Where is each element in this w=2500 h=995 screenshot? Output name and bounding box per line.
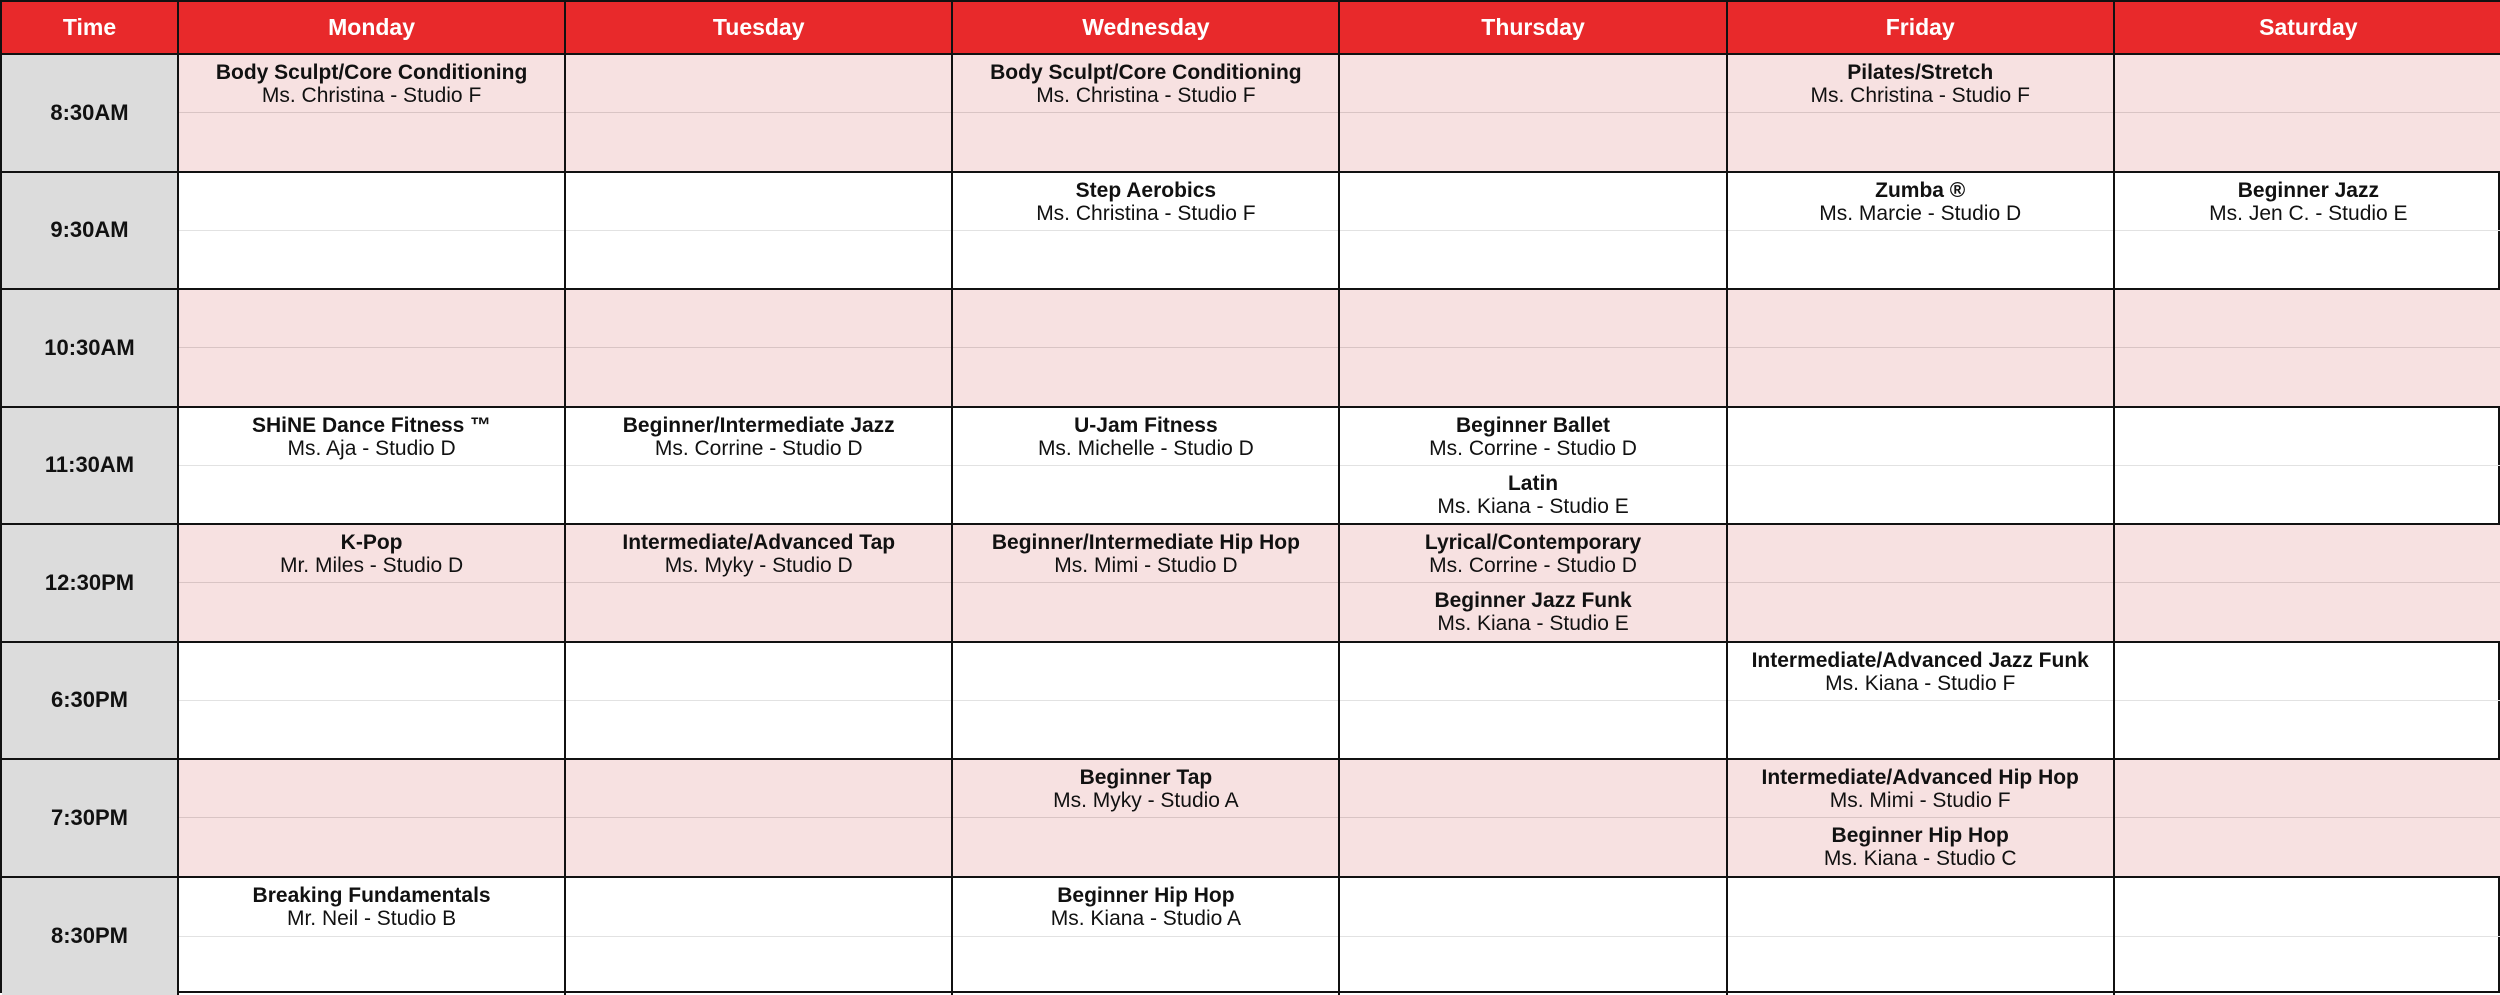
schedule-cell-tuesday	[566, 173, 953, 291]
schedule-cell-friday	[1728, 408, 2115, 526]
half-hour-slot	[566, 408, 951, 465]
schedule-cell-tuesday	[566, 290, 953, 408]
half-hour-slot	[953, 700, 1338, 758]
half-hour-slot	[179, 760, 564, 817]
half-hour-slot	[1340, 408, 1725, 465]
time-slot-label: 8:30AM	[2, 55, 179, 173]
class-instructor-studio: Ms. Mimi - Studio D	[953, 554, 1338, 577]
class-name: Pilates/Stretch	[1728, 61, 2113, 84]
half-hour-slot	[953, 290, 1338, 347]
class-instructor-studio: Ms. Marcie - Studio D	[1728, 202, 2113, 225]
class-name: Step Aerobics	[953, 179, 1338, 202]
time-slot-label: 9:30AM	[2, 173, 179, 291]
class-name: Body Sculpt/Core Conditioning	[953, 61, 1338, 84]
half-hour-slot	[1728, 760, 2113, 817]
schedule-cell-wednesday	[953, 643, 1340, 761]
half-hour-slot	[953, 817, 1338, 875]
class-instructor-studio: Ms. Mimi - Studio F	[1728, 789, 2113, 812]
class-instructor-studio: Mr. Neil - Studio B	[179, 907, 564, 930]
half-hour-slot	[1728, 582, 2113, 640]
half-hour-slot	[566, 465, 951, 523]
half-hour-slot	[179, 878, 564, 936]
class-name: Intermediate/Advanced Jazz Funk	[1728, 649, 2113, 672]
half-hour-slot	[179, 230, 564, 288]
schedule-cell-saturday	[2115, 55, 2500, 173]
schedule-cell-thursday	[1340, 760, 1727, 878]
schedule-cell-tuesday	[566, 55, 953, 173]
schedule-cell-thursday	[1340, 878, 1727, 995]
half-hour-slot	[2115, 465, 2500, 523]
half-hour-slot	[953, 582, 1338, 640]
time-slot-label: 12:30PM	[2, 525, 179, 643]
class-instructor-studio: Ms. Kiana - Studio F	[1728, 672, 2113, 695]
schedule-cell-thursday	[1340, 643, 1727, 761]
half-hour-slot	[2115, 525, 2500, 582]
schedule-cell-friday	[1728, 643, 2115, 761]
header-day-monday: Monday	[179, 2, 566, 55]
class-instructor-studio: Ms. Myky - Studio A	[953, 789, 1338, 812]
class-name: K-Pop	[179, 531, 564, 554]
half-hour-slot	[179, 936, 564, 995]
schedule-cell-thursday	[1340, 290, 1727, 408]
schedule-cell-friday	[1728, 55, 2115, 173]
half-hour-slot	[2115, 936, 2500, 995]
half-hour-slot	[566, 936, 951, 995]
class-instructor-studio: Ms. Kiana - Studio E	[1340, 612, 1725, 635]
class-name: Beginner Hip Hop	[953, 884, 1338, 907]
half-hour-slot	[2115, 700, 2500, 758]
class-name: Zumba ®	[1728, 179, 2113, 202]
half-hour-slot	[566, 290, 951, 347]
class-name: Beginner Jazz	[2115, 179, 2500, 202]
class-name: Beginner Tap	[953, 766, 1338, 789]
schedule-cell-friday	[1728, 173, 2115, 291]
half-hour-slot	[953, 936, 1338, 995]
half-hour-slot	[566, 525, 951, 582]
half-hour-slot	[2115, 173, 2500, 230]
half-hour-slot	[179, 347, 564, 405]
schedule-cell-wednesday	[953, 878, 1340, 995]
class-instructor-studio: Ms. Christina - Studio F	[1728, 84, 2113, 107]
half-hour-slot	[1340, 112, 1725, 170]
half-hour-slot	[566, 55, 951, 112]
half-hour-slot	[953, 643, 1338, 700]
time-slot-label: 10:30AM	[2, 290, 179, 408]
class-instructor-studio: Ms. Kiana - Studio E	[1340, 495, 1725, 518]
half-hour-slot	[953, 230, 1338, 288]
class-name: SHiNE Dance Fitness ™	[179, 414, 564, 437]
class-name: Body Sculpt/Core Conditioning	[179, 61, 564, 84]
schedule-cell-wednesday	[953, 525, 1340, 643]
half-hour-slot	[1340, 817, 1725, 875]
half-hour-slot	[179, 582, 564, 640]
half-hour-slot	[1728, 643, 2113, 700]
half-hour-slot	[1728, 112, 2113, 170]
schedule-cell-wednesday	[953, 408, 1340, 526]
time-slot-label: 6:30PM	[2, 643, 179, 761]
half-hour-slot	[1728, 173, 2113, 230]
half-hour-slot	[953, 760, 1338, 817]
half-hour-slot	[953, 465, 1338, 523]
half-hour-slot	[1340, 643, 1725, 700]
half-hour-slot	[1340, 55, 1725, 112]
schedule-cell-wednesday	[953, 55, 1340, 173]
half-hour-slot	[2115, 230, 2500, 288]
schedule-cell-saturday	[2115, 643, 2500, 761]
class-instructor-studio: Ms. Christina - Studio F	[953, 84, 1338, 107]
half-hour-slot	[953, 173, 1338, 230]
schedule-cell-thursday	[1340, 408, 1727, 526]
half-hour-slot	[1728, 55, 2113, 112]
half-hour-slot	[2115, 760, 2500, 817]
half-hour-slot	[1340, 525, 1725, 582]
class-name: Beginner Jazz Funk	[1340, 589, 1725, 612]
class-instructor-studio: Ms. Aja - Studio D	[179, 437, 564, 460]
header-day-tuesday: Tuesday	[566, 2, 953, 55]
schedule-cell-tuesday	[566, 525, 953, 643]
class-name: Intermediate/Advanced Tap	[566, 531, 951, 554]
half-hour-slot	[2115, 55, 2500, 112]
half-hour-slot	[1728, 230, 2113, 288]
half-hour-slot	[566, 347, 951, 405]
class-name: Lyrical/Contemporary	[1340, 531, 1725, 554]
schedule-cell-tuesday	[566, 760, 953, 878]
header-day-thursday: Thursday	[1340, 2, 1727, 55]
half-hour-slot	[1728, 817, 2113, 875]
half-hour-slot	[953, 347, 1338, 405]
class-instructor-studio: Ms. Michelle - Studio D	[953, 437, 1338, 460]
schedule-cell-monday	[179, 760, 566, 878]
header-day-wednesday: Wednesday	[953, 2, 1340, 55]
half-hour-slot	[1340, 878, 1725, 936]
schedule-cell-saturday	[2115, 878, 2500, 995]
half-hour-slot	[179, 55, 564, 112]
schedule-cell-saturday	[2115, 525, 2500, 643]
half-hour-slot	[1728, 700, 2113, 758]
half-hour-slot	[1340, 760, 1725, 817]
half-hour-slot	[566, 582, 951, 640]
half-hour-slot	[179, 173, 564, 230]
half-hour-slot	[1340, 290, 1725, 347]
half-hour-slot	[566, 700, 951, 758]
half-hour-slot	[2115, 408, 2500, 465]
schedule-cell-monday	[179, 643, 566, 761]
half-hour-slot	[566, 643, 951, 700]
class-name: Beginner/Intermediate Jazz	[566, 414, 951, 437]
class-name: Beginner Hip Hop	[1728, 824, 2113, 847]
half-hour-slot	[1340, 582, 1725, 640]
half-hour-slot	[2115, 112, 2500, 170]
schedule-cell-monday	[179, 173, 566, 291]
half-hour-slot	[953, 525, 1338, 582]
half-hour-slot	[1728, 936, 2113, 995]
half-hour-slot	[179, 290, 564, 347]
half-hour-slot	[566, 112, 951, 170]
half-hour-slot	[1728, 408, 2113, 465]
half-hour-slot	[2115, 878, 2500, 936]
half-hour-slot	[179, 643, 564, 700]
half-hour-slot	[1340, 700, 1725, 758]
class-name: U-Jam Fitness	[953, 414, 1338, 437]
half-hour-slot	[953, 112, 1338, 170]
class-instructor-studio: Ms. Kiana - Studio A	[953, 907, 1338, 930]
half-hour-slot	[953, 408, 1338, 465]
half-hour-slot	[1340, 347, 1725, 405]
half-hour-slot	[2115, 290, 2500, 347]
class-instructor-studio: Ms. Christina - Studio F	[179, 84, 564, 107]
half-hour-slot	[2115, 582, 2500, 640]
time-slot-label: 8:30PM	[2, 878, 179, 995]
schedule-cell-saturday	[2115, 408, 2500, 526]
schedule-cell-wednesday	[953, 760, 1340, 878]
half-hour-slot	[1340, 936, 1725, 995]
half-hour-slot	[2115, 347, 2500, 405]
class-instructor-studio: Ms. Corrine - Studio D	[1340, 554, 1725, 577]
half-hour-slot	[179, 408, 564, 465]
half-hour-slot	[566, 173, 951, 230]
header-day-saturday: Saturday	[2115, 2, 2500, 55]
header-day-friday: Friday	[1728, 2, 2115, 55]
half-hour-slot	[566, 760, 951, 817]
class-instructor-studio: Ms. Christina - Studio F	[953, 202, 1338, 225]
half-hour-slot	[1728, 290, 2113, 347]
half-hour-slot	[2115, 817, 2500, 875]
half-hour-slot	[2115, 643, 2500, 700]
schedule-cell-monday	[179, 55, 566, 173]
schedule-cell-wednesday	[953, 290, 1340, 408]
half-hour-slot	[1728, 525, 2113, 582]
time-slot-label: 7:30PM	[2, 760, 179, 878]
schedule-cell-friday	[1728, 760, 2115, 878]
half-hour-slot	[179, 525, 564, 582]
half-hour-slot	[566, 230, 951, 288]
schedule-cell-monday	[179, 525, 566, 643]
half-hour-slot	[1728, 465, 2113, 523]
half-hour-slot	[1728, 878, 2113, 936]
half-hour-slot	[566, 878, 951, 936]
schedule-cell-monday	[179, 408, 566, 526]
time-slot-label: 11:30AM	[2, 408, 179, 526]
half-hour-slot	[566, 817, 951, 875]
class-name: Latin	[1340, 472, 1725, 495]
class-instructor-studio: Ms. Kiana - Studio C	[1728, 847, 2113, 870]
schedule-cell-thursday	[1340, 525, 1727, 643]
half-hour-slot	[1340, 465, 1725, 523]
class-instructor-studio: Ms. Jen C. - Studio E	[2115, 202, 2500, 225]
schedule-cell-monday	[179, 290, 566, 408]
schedule-cell-saturday	[2115, 173, 2500, 291]
class-instructor-studio: Ms. Corrine - Studio D	[1340, 437, 1725, 460]
class-name: Beginner/Intermediate Hip Hop	[953, 531, 1338, 554]
class-instructor-studio: Ms. Corrine - Studio D	[566, 437, 951, 460]
header-time: Time	[2, 2, 179, 55]
half-hour-slot	[1728, 347, 2113, 405]
schedule-cell-saturday	[2115, 290, 2500, 408]
schedule-cell-tuesday	[566, 408, 953, 526]
schedule-cell-wednesday	[953, 173, 1340, 291]
schedule-cell-monday	[179, 878, 566, 995]
schedule-cell-tuesday	[566, 878, 953, 995]
half-hour-slot	[953, 878, 1338, 936]
class-name: Intermediate/Advanced Hip Hop	[1728, 766, 2113, 789]
class-name: Beginner Ballet	[1340, 414, 1725, 437]
class-name: Breaking Fundamentals	[179, 884, 564, 907]
half-hour-slot	[179, 817, 564, 875]
half-hour-slot	[179, 465, 564, 523]
class-instructor-studio: Ms. Myky - Studio D	[566, 554, 951, 577]
schedule-cell-thursday	[1340, 55, 1727, 173]
schedule-cell-friday	[1728, 878, 2115, 995]
half-hour-slot	[953, 55, 1338, 112]
schedule-cell-tuesday	[566, 643, 953, 761]
schedule-cell-thursday	[1340, 173, 1727, 291]
schedule-cell-friday	[1728, 525, 2115, 643]
half-hour-slot	[1340, 230, 1725, 288]
schedule-cell-friday	[1728, 290, 2115, 408]
half-hour-slot	[179, 700, 564, 758]
schedule-cell-saturday	[2115, 760, 2500, 878]
half-hour-slot	[179, 112, 564, 170]
class-instructor-studio: Mr. Miles - Studio D	[179, 554, 564, 577]
half-hour-slot	[1340, 173, 1725, 230]
